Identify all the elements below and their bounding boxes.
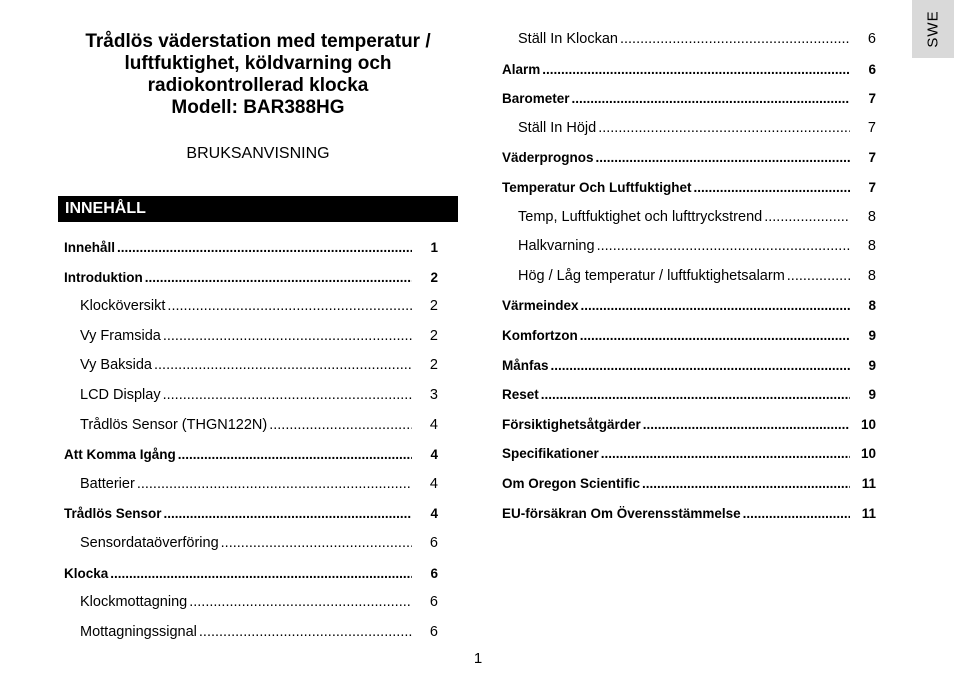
toc-entry-page: 9	[868, 327, 876, 343]
document-subtitle: BRUKSANVISNING	[186, 145, 330, 162]
toc-entry[interactable]	[64, 440, 438, 470]
toc-dot-leader	[601, 439, 850, 469]
toc-entry[interactable]	[64, 263, 438, 293]
toc-entry-page: 6	[868, 61, 876, 77]
toc-dot-leader	[598, 114, 850, 144]
toc-entry[interactable]	[502, 143, 876, 173]
toc-entry-page: 10	[860, 416, 876, 432]
toc-entry-label: Mottagningssignal	[80, 623, 197, 640]
toc-dot-leader	[269, 411, 412, 441]
toc-entry-page: 2	[429, 357, 438, 374]
toc-entry-page: 8	[867, 208, 876, 225]
toc-dot-leader	[163, 322, 412, 352]
toc-entry[interactable]	[502, 55, 876, 85]
toc-entry[interactable]	[502, 291, 876, 321]
toc-entry-label: Klocköversikt	[80, 298, 166, 315]
toc-entry-page: 4	[429, 475, 438, 492]
toc-entry[interactable]	[64, 470, 438, 500]
toc-entry-page: 10	[860, 446, 876, 462]
toc-entry[interactable]	[64, 381, 438, 411]
toc-entry-page: 4	[429, 416, 438, 433]
toc-entry-page: 4	[430, 447, 438, 463]
toc-entry[interactable]	[64, 529, 438, 559]
toc-dot-leader	[117, 233, 412, 263]
toc-dot-leader	[643, 410, 850, 440]
toc-dot-leader	[164, 499, 412, 529]
toc-entry-page: 6	[429, 594, 438, 611]
toc-entry-label: Klocka	[64, 565, 109, 581]
language-tab-label: SWE	[924, 10, 942, 48]
toc-entry-label: Månfas	[502, 357, 549, 373]
toc-right-column	[502, 25, 876, 528]
toc-entry-page: 7	[867, 119, 876, 136]
toc-entry-label: Sensordataöverföring	[80, 534, 219, 551]
toc-entry-label: Komfortzon	[502, 327, 578, 343]
toc-entry[interactable]	[64, 322, 438, 352]
toc-entry-label: Temp, Luftfuktighet och lufttryckstrend	[518, 208, 763, 225]
toc-dot-leader	[154, 351, 412, 381]
toc-entry-page: 1	[430, 240, 438, 255]
toc-entry-label: Om Oregon Scientific	[502, 475, 641, 491]
toc-entry[interactable]	[502, 114, 876, 144]
toc-entry[interactable]	[502, 84, 876, 114]
toc-entry-page: 2	[429, 327, 438, 344]
toc-entry[interactable]	[502, 410, 876, 440]
toc-dot-leader	[542, 55, 850, 85]
toc-entry-label: EU-försäkran Om Överensstämmelse	[502, 505, 741, 521]
toc-entry[interactable]	[64, 411, 438, 441]
toc-dot-leader	[596, 143, 850, 173]
toc-entry[interactable]	[502, 321, 876, 351]
toc-dot-leader	[597, 232, 850, 262]
toc-dot-leader	[580, 321, 850, 351]
toc-entry-label: Värmeindex	[502, 298, 579, 314]
toc-entry-page: 7	[868, 179, 876, 195]
toc-entry-label: Alarm	[502, 61, 541, 77]
title-line-3: radiokontrollerad klocka	[147, 75, 369, 96]
toc-dot-leader	[581, 291, 850, 321]
toc-entry-page: 8	[867, 267, 876, 284]
toc-entry[interactable]	[64, 559, 438, 589]
toc-entry-page: 7	[868, 91, 876, 107]
toc-entry[interactable]	[64, 292, 438, 322]
toc-entry-label: Trådlös Sensor (THGN122N)	[80, 416, 268, 433]
title-line-2: luftfuktighet, köldvarning och	[124, 53, 392, 74]
toc-entry-page: 8	[868, 298, 876, 314]
toc-entry-label: Vy Baksida	[80, 357, 152, 374]
toc-entry-page: 6	[430, 565, 438, 581]
toc-dot-leader	[137, 470, 412, 500]
toc-dot-leader	[764, 203, 850, 233]
toc-entry-page: 9	[868, 387, 876, 403]
toc-entry-page: 2	[430, 269, 438, 285]
toc-entry[interactable]	[502, 25, 876, 55]
title-line-4: Modell: BAR388HG	[171, 97, 345, 118]
toc-dot-leader	[163, 381, 412, 411]
toc-entry-label: LCD Display	[80, 386, 161, 403]
toc-entry-label: Att Komma Igång	[64, 447, 176, 463]
toc-entry-label: Vy Framsida	[80, 327, 161, 344]
toc-left-column	[64, 233, 438, 647]
toc-entry-label: Innehåll	[64, 240, 116, 255]
toc-dot-leader	[694, 173, 850, 203]
toc-entry[interactable]	[502, 380, 876, 410]
toc-entry-page: 6	[867, 31, 876, 47]
toc-entry-page: 11	[861, 475, 876, 491]
language-tab	[912, 0, 954, 58]
toc-entry[interactable]	[64, 588, 438, 618]
toc-entry[interactable]	[64, 499, 438, 529]
toc-entry-label: Ställ In Höjd	[518, 119, 597, 136]
toc-entry-page: 2	[429, 298, 438, 315]
page-number: 1	[473, 650, 483, 667]
toc-entry-label: Trådlös Sensor	[64, 506, 162, 522]
toc-dot-leader	[572, 84, 850, 114]
toc-heading: INNEHÅLL	[58, 196, 458, 222]
toc-dot-leader	[743, 499, 850, 529]
toc-dot-leader	[551, 351, 850, 381]
toc-dot-leader	[541, 380, 850, 410]
toc-dot-leader	[189, 588, 412, 618]
toc-entry-label: Ställ In Klockan	[518, 31, 618, 47]
toc-entry-label: Klockmottagning	[80, 594, 188, 611]
toc-dot-leader	[642, 469, 850, 499]
toc-entry[interactable]	[502, 439, 876, 469]
toc-entry-label: Försiktighetsåtgärder	[502, 416, 641, 432]
toc-entry-page: 11	[861, 505, 876, 521]
toc-entry-label: Specifikationer	[502, 446, 599, 462]
toc-entry-label: Halkvarning	[518, 238, 595, 255]
toc-entry-page: 6	[429, 534, 438, 551]
toc-entry[interactable]	[502, 203, 876, 233]
toc-entry-label: Reset	[502, 387, 539, 403]
toc-dot-leader	[110, 559, 412, 589]
toc-dot-leader	[787, 262, 850, 292]
toc-entry[interactable]	[502, 351, 876, 381]
toc-entry[interactable]	[64, 351, 438, 381]
toc-entry-label: Hög / Låg temperatur / luftfuktighetsalarm	[518, 267, 785, 284]
toc-entry[interactable]	[502, 499, 876, 529]
toc-entry[interactable]	[502, 469, 876, 499]
toc-entry-label: Väderprognos	[502, 150, 594, 166]
toc-entry-page: 8	[867, 238, 876, 255]
toc-dot-leader	[199, 618, 412, 648]
toc-entry-label: Introduktion	[64, 269, 143, 285]
document-title	[58, 31, 458, 119]
toc-entry-page: 6	[429, 623, 438, 640]
toc-dot-leader	[145, 263, 412, 293]
toc-entry[interactable]	[64, 233, 438, 263]
toc-entry-label: Batterier	[80, 475, 135, 492]
toc-dot-leader	[167, 292, 412, 322]
toc-dot-leader	[620, 25, 850, 55]
toc-entry-page: 9	[868, 357, 876, 373]
toc-entry[interactable]	[64, 618, 438, 648]
toc-entry-page: 7	[868, 150, 876, 166]
toc-entry-label: Barometer	[502, 91, 570, 107]
toc-entry[interactable]	[502, 232, 876, 262]
toc-entry-page: 4	[430, 506, 438, 522]
title-line-1: Trådlös väderstation med temperatur /	[85, 31, 431, 52]
toc-entry[interactable]	[502, 173, 876, 203]
toc-dot-leader	[221, 529, 412, 559]
toc-entry[interactable]	[502, 262, 876, 292]
toc-entry-label: Temperatur Och Luftfuktighet	[502, 179, 692, 195]
toc-entry-page: 3	[429, 386, 438, 403]
toc-dot-leader	[178, 440, 412, 470]
